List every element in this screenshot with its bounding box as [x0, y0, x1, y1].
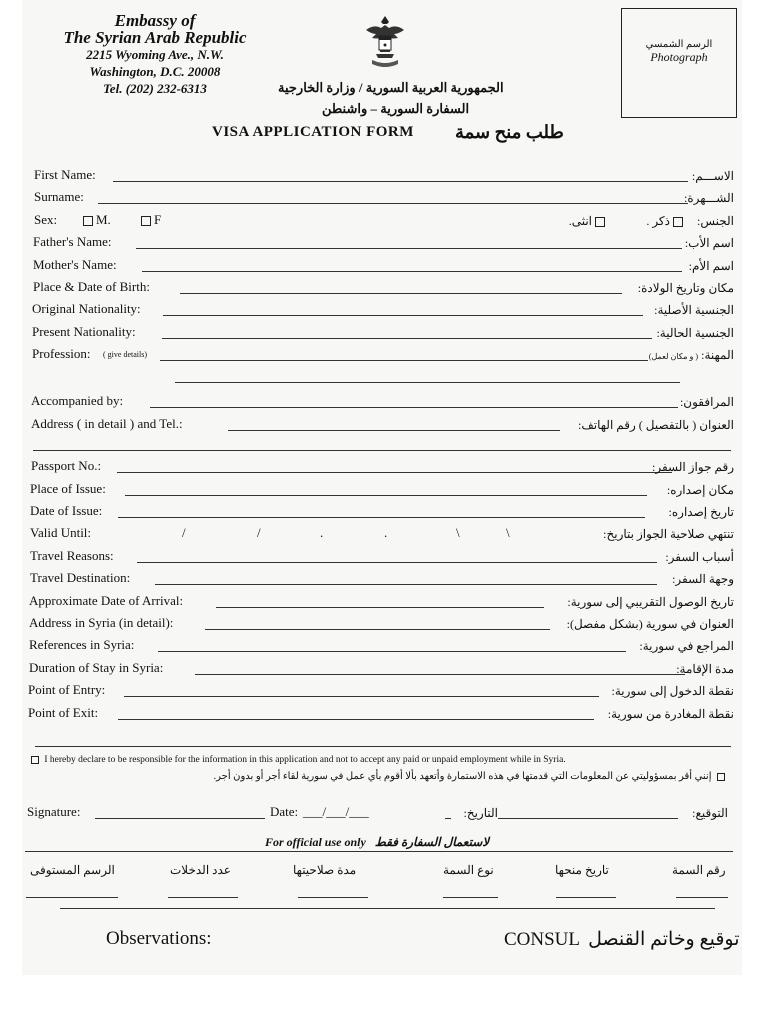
date-gap — [445, 818, 451, 819]
arrival-row — [0, 593, 768, 613]
mother-field[interactable] — [142, 271, 682, 272]
validity-field[interactable] — [298, 897, 368, 898]
visa-number-header: رقم السمة — [672, 863, 726, 877]
declaration-ar[interactable] — [214, 771, 728, 782]
profession-label: Profession: — [32, 346, 91, 361]
reasons-row — [0, 548, 768, 568]
first-name-field[interactable] — [113, 181, 688, 182]
consul-block — [504, 928, 740, 951]
present-nationality-field[interactable] — [162, 338, 652, 339]
father-row — [0, 234, 768, 254]
male-text: M. — [96, 212, 111, 227]
valid-until-sep-3: . — [320, 525, 324, 540]
duration-label-ar: مدة الإقامة: — [676, 662, 734, 676]
fee-header: الرسم المستوفى — [30, 863, 115, 877]
issue-date-field-official[interactable] — [556, 897, 616, 898]
first-name-row — [0, 167, 768, 187]
female-text: F — [154, 212, 162, 227]
visa-number-field[interactable] — [676, 897, 728, 898]
validity-header: مدة صلاحيتها — [293, 863, 357, 877]
date-label-ar: التاريخ: — [463, 806, 498, 820]
valid-until-sep-4: . — [384, 525, 388, 540]
accompanied-label: Accompanied by: — [31, 393, 124, 408]
photograph-box — [621, 8, 737, 118]
mother-label: Mother's Name: — [33, 257, 117, 272]
separator-line — [35, 746, 731, 747]
surname-row — [0, 189, 768, 209]
arrival-field[interactable] — [216, 607, 544, 608]
mother-label-ar: اسم الأم: — [688, 259, 734, 273]
original-nationality-label: Original Nationality: — [32, 301, 141, 316]
entries-field[interactable] — [168, 897, 238, 898]
destination-field[interactable] — [155, 584, 657, 585]
issue-date-label: Date of Issue: — [30, 503, 103, 518]
birth-label-ar: مكان وتاريخ الولادة: — [637, 281, 734, 295]
entry-label-ar: نقطة الدخول إلى سورية: — [611, 684, 734, 698]
issue-place-label-ar: مكان إصداره: — [666, 483, 734, 497]
accompanied-label-ar: المرافقون: — [679, 395, 734, 409]
arrival-label: Approximate Date of Arrival: — [29, 593, 184, 608]
sex-female-option-ar[interactable] — [569, 214, 608, 229]
male-text-ar: ذكر . — [646, 214, 670, 228]
references-row — [0, 637, 768, 657]
embassy-city: Washington, D.C. 20008 — [89, 64, 221, 79]
signature-field-ar[interactable] — [498, 818, 678, 819]
destination-label: Travel Destination: — [30, 570, 131, 585]
present-nationality-label-ar: الجنسية الحالية: — [656, 326, 734, 340]
embassy-street: 2215 Wyoming Ave., N.W. — [86, 47, 224, 62]
references-label: References in Syria: — [29, 637, 135, 652]
passport-label-ar: رقم جواز السفر: — [652, 460, 734, 474]
duration-label: Duration of Stay in Syria: — [29, 660, 164, 675]
photo-label-en: Photograph — [650, 50, 708, 64]
birth-field[interactable] — [180, 293, 622, 294]
issue-date-row — [0, 503, 768, 523]
female-checkbox[interactable] — [141, 216, 151, 226]
female-text-ar: انثى. — [568, 214, 592, 228]
male-checkbox[interactable] — [83, 216, 93, 226]
syrian-eagle-emblem-icon — [364, 12, 406, 70]
passport-field[interactable] — [117, 472, 672, 473]
father-label: Father's Name: — [33, 234, 112, 249]
official-bottom-separator — [60, 908, 715, 909]
entries-header: عدد الدخلات — [170, 863, 231, 877]
fee-field[interactable] — [26, 897, 118, 898]
accompanied-field[interactable] — [150, 407, 678, 408]
declaration-en[interactable] — [28, 755, 566, 765]
sex-female-option[interactable] — [138, 212, 161, 228]
father-field[interactable] — [136, 248, 682, 249]
address-field-extra[interactable] — [33, 450, 731, 451]
syria-address-field[interactable] — [205, 629, 550, 630]
sex-label: Sex: — [34, 212, 58, 227]
valid-until-sep-2: / — [257, 525, 261, 540]
duration-row — [0, 660, 768, 680]
address-label: Address ( in detail ) and Tel.: — [31, 416, 183, 431]
date-label: Date: — [270, 804, 299, 819]
address-row — [0, 416, 768, 436]
entry-label: Point of Entry: — [28, 682, 106, 697]
sex-male-option-ar[interactable] — [646, 214, 686, 229]
entry-row — [0, 682, 768, 702]
profession-field[interactable] — [160, 360, 648, 361]
arrival-label-ar: تاريخ الوصول التقريبي إلى سورية: — [567, 595, 734, 609]
original-nationality-field[interactable] — [163, 315, 643, 316]
valid-until-label: Valid Until: — [30, 525, 92, 540]
exit-label: Point of Exit: — [28, 705, 99, 720]
entry-field[interactable] — [124, 696, 599, 697]
issue-date-label-ar: تاريخ إصداره: — [668, 505, 734, 519]
signature-row — [0, 804, 768, 824]
surname-field[interactable] — [98, 203, 688, 204]
destination-row — [0, 570, 768, 590]
form-title-ar: طلب منح سمة — [455, 122, 564, 142]
surname-label-ar: الشـــهرة: — [683, 191, 734, 205]
accompanied-row — [0, 393, 768, 413]
mother-row — [0, 257, 768, 277]
profession-row — [0, 346, 768, 366]
sex-row — [0, 212, 768, 232]
sex-male-option[interactable] — [80, 212, 111, 228]
syria-address-row — [0, 615, 768, 635]
signature-field[interactable] — [95, 818, 265, 819]
references-label-ar: المراجع في سورية: — [639, 639, 734, 653]
issue-date-field[interactable] — [118, 517, 645, 518]
embassy-line1: Embassy of — [114, 11, 196, 30]
reasons-field[interactable] — [137, 562, 657, 563]
issue-place-label: Place of Issue: — [30, 481, 106, 496]
consul-label-en: CONSUL — [504, 929, 580, 950]
male-checkbox-ar[interactable] — [673, 217, 683, 227]
passport-label: Passport No.: — [31, 458, 102, 473]
embassy-line2: The Syrian Arab Republic — [63, 28, 247, 47]
sex-label-ar: الجنس: — [697, 214, 734, 228]
official-use-ar: لاستعمال السفارة فقط — [374, 835, 490, 849]
surname-label: Surname: — [34, 189, 84, 204]
visa-type-header: نوع السمة — [443, 863, 494, 877]
female-checkbox-ar[interactable] — [595, 217, 605, 227]
birth-row — [0, 279, 768, 299]
profession-note-ar: ( و مكان لعمل) — [648, 352, 698, 361]
references-field[interactable] — [158, 651, 626, 652]
declaration-ar-text: إنني أقر بمسؤوليتي عن المعلومات التي قدمتها في هذه الاستمارة وأتعهد بألا أقوم بأي عمل في سورية لقاء أجر أو بدون أجر. — [213, 771, 712, 782]
ministry-line-ar: الجمهورية العربية السورية / وزارة الخارجية — [278, 80, 504, 95]
official-separator — [25, 851, 733, 852]
valid-until-sep-6: \ — [506, 525, 510, 540]
issue-place-row — [0, 481, 768, 501]
official-use-label — [265, 835, 489, 850]
father-label-ar: اسم الأب: — [684, 236, 734, 250]
date-field[interactable]: ___/___/___ — [303, 804, 369, 819]
issue-date-header: تاريخ منحها — [555, 863, 609, 877]
embassy-line-ar: السفارة السورية – واشنطن — [322, 101, 470, 116]
original-nationality-label-ar: الجنسية الأصلية: — [654, 303, 734, 317]
exit-label-ar: نقطة المغادرة من سورية: — [607, 707, 734, 721]
reasons-label-ar: أسباب السفر: — [665, 550, 734, 564]
syria-address-label: Address in Syria (in detail): — [29, 615, 174, 630]
embassy-tel: Tel. (202) 232-6313 — [103, 81, 207, 96]
birth-label: Place & Date of Birth: — [33, 279, 150, 294]
valid-until-label-ar: تنتهي صلاحية الجواز بتاريخ: — [603, 527, 734, 541]
valid-until-sep-1: / — [182, 525, 186, 540]
signature-label: Signature: — [27, 804, 81, 819]
present-nationality-row — [0, 324, 768, 344]
exit-row — [0, 705, 768, 725]
form-title-en: VISA APPLICATION FORM — [212, 124, 414, 140]
syria-address-label-ar: العنوان في سورية (بشكل مفصل): — [566, 617, 734, 631]
destination-label-ar: وجهة السفر: — [672, 572, 734, 586]
present-nationality-label: Present Nationality: — [32, 324, 136, 339]
declaration-checkbox[interactable] — [31, 756, 39, 764]
first-name-label: First Name: — [34, 167, 96, 182]
address-label-ar: العنوان ( بالتفصيل ) رقم الهاتف: — [578, 418, 734, 432]
profession-note: ( give details) — [103, 350, 147, 359]
profession-field-extra[interactable] — [175, 382, 680, 383]
passport-row — [0, 458, 768, 478]
embassy-address-block — [60, 12, 250, 97]
duration-field[interactable] — [195, 674, 685, 675]
reasons-label: Travel Reasons: — [30, 548, 114, 563]
valid-until-sep-5: \ — [456, 525, 460, 540]
first-name-label-ar: الاســـم: — [691, 169, 734, 183]
declaration-en-text: I hereby declare to be responsible for the information in this application and not to accept any paid or unpaid employment while in Syria. — [44, 755, 566, 765]
visa-type-field[interactable] — [443, 897, 498, 898]
issue-place-field[interactable] — [125, 495, 647, 496]
original-nationality-row — [0, 301, 768, 321]
address-field[interactable] — [228, 430, 560, 431]
consul-label-ar: توقيع وخاتم القنصل — [588, 929, 740, 950]
signature-label-ar: التوقيع: — [692, 806, 728, 820]
profession-label-ar: المهنة: — [701, 348, 734, 362]
exit-field[interactable] — [118, 719, 594, 720]
photo-label-ar: الرسم الشمسي — [645, 39, 713, 50]
official-use-en: For official use only — [265, 835, 366, 849]
observations-label: Observations: — [106, 928, 212, 949]
declaration-checkbox-ar[interactable] — [717, 773, 725, 781]
valid-until-row — [0, 525, 768, 545]
